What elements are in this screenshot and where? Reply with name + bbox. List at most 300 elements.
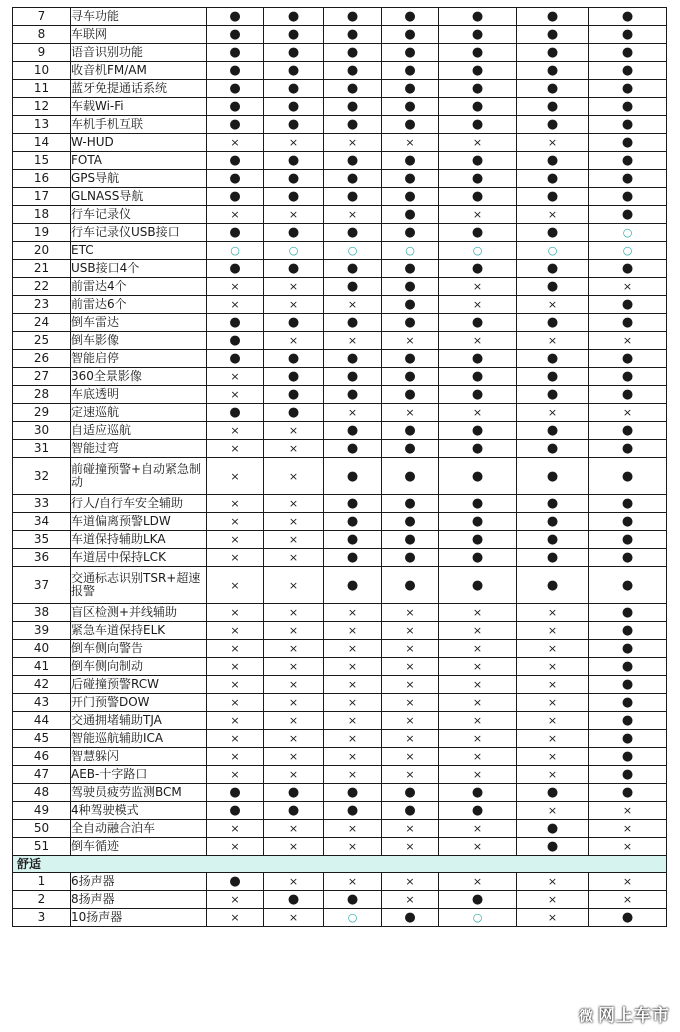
unavailable-mark: × (207, 134, 264, 152)
section-label: 舒适 (13, 856, 667, 873)
standard-mark: ● (589, 26, 667, 44)
standard-mark: ● (382, 531, 439, 549)
unavailable-mark: × (207, 838, 264, 856)
unavailable-mark: × (264, 658, 324, 676)
unavailable-mark: × (207, 694, 264, 712)
standard-mark: ● (324, 422, 382, 440)
table-row (13, 170, 667, 188)
standard-mark: ● (439, 368, 517, 386)
feature-name: ETC (71, 242, 207, 260)
standard-mark: ● (264, 116, 324, 134)
row-number: 50 (13, 820, 71, 838)
unavailable-mark: × (589, 820, 667, 838)
unavailable-mark: × (517, 694, 589, 712)
table-row (13, 422, 667, 440)
standard-mark: ● (517, 784, 589, 802)
optional-mark: ○ (589, 242, 667, 260)
unavailable-mark: × (324, 640, 382, 658)
unavailable-mark: × (324, 658, 382, 676)
unavailable-mark: × (439, 622, 517, 640)
row-number: 20 (13, 242, 71, 260)
unavailable-mark: × (207, 513, 264, 531)
row-number: 11 (13, 80, 71, 98)
table-row (13, 386, 667, 404)
standard-mark: ● (517, 224, 589, 242)
unavailable-mark: × (207, 278, 264, 296)
feature-name: 收音机FM/AM (71, 62, 207, 80)
standard-mark: ● (264, 891, 324, 909)
standard-mark: ● (439, 224, 517, 242)
standard-mark: ● (589, 712, 667, 730)
unavailable-mark: × (264, 513, 324, 531)
standard-mark: ● (264, 80, 324, 98)
standard-mark: ● (589, 8, 667, 26)
standard-mark: ● (589, 909, 667, 927)
standard-mark: ● (382, 8, 439, 26)
row-number: 25 (13, 332, 71, 350)
unavailable-mark: × (264, 531, 324, 549)
row-number: 44 (13, 712, 71, 730)
feature-name: 前碰撞预警+自动紧急制动 (71, 458, 207, 495)
unavailable-mark: × (207, 531, 264, 549)
table-row (13, 658, 667, 676)
unavailable-mark: × (324, 748, 382, 766)
standard-mark: ● (264, 802, 324, 820)
standard-mark: ● (382, 224, 439, 242)
standard-mark: ● (589, 531, 667, 549)
standard-mark: ● (439, 495, 517, 513)
table-row (13, 188, 667, 206)
unavailable-mark: × (517, 604, 589, 622)
watermark (579, 1001, 670, 1026)
standard-mark: ● (382, 368, 439, 386)
standard-mark: ● (589, 640, 667, 658)
standard-mark: ● (382, 98, 439, 116)
row-number: 35 (13, 531, 71, 549)
feature-name: 行车记录仪USB接口 (71, 224, 207, 242)
unavailable-mark: × (264, 820, 324, 838)
standard-mark: ● (382, 116, 439, 134)
standard-mark: ● (589, 116, 667, 134)
feature-name: 定速巡航 (71, 404, 207, 422)
unavailable-mark: × (382, 820, 439, 838)
standard-mark: ● (439, 152, 517, 170)
standard-mark: ● (207, 332, 264, 350)
standard-mark: ● (439, 26, 517, 44)
standard-mark: ● (382, 188, 439, 206)
standard-mark: ● (517, 440, 589, 458)
row-number: 39 (13, 622, 71, 640)
feature-name: 自适应巡航 (71, 422, 207, 440)
row-number: 1 (13, 873, 71, 891)
standard-mark: ● (439, 386, 517, 404)
table-row (13, 98, 667, 116)
row-number: 42 (13, 676, 71, 694)
unavailable-mark: × (382, 838, 439, 856)
standard-mark: ● (382, 26, 439, 44)
standard-mark: ● (382, 458, 439, 495)
unavailable-mark: × (264, 567, 324, 604)
standard-mark: ● (264, 368, 324, 386)
feature-name: 寻车功能 (71, 8, 207, 26)
standard-mark: ● (439, 350, 517, 368)
standard-mark: ● (589, 549, 667, 567)
standard-mark: ● (589, 44, 667, 62)
unavailable-mark: × (264, 676, 324, 694)
unavailable-mark: × (207, 296, 264, 314)
unavailable-mark: × (264, 694, 324, 712)
unavailable-mark: × (264, 838, 324, 856)
standard-mark: ● (264, 260, 324, 278)
unavailable-mark: × (264, 296, 324, 314)
standard-mark: ● (382, 152, 439, 170)
standard-mark: ● (207, 224, 264, 242)
unavailable-mark: × (207, 712, 264, 730)
standard-mark: ● (439, 8, 517, 26)
standard-mark: ● (589, 440, 667, 458)
row-number: 23 (13, 296, 71, 314)
standard-mark: ● (589, 766, 667, 784)
standard-mark: ● (382, 549, 439, 567)
table-row (13, 604, 667, 622)
row-number: 17 (13, 188, 71, 206)
unavailable-mark: × (207, 458, 264, 495)
standard-mark: ● (324, 567, 382, 604)
unavailable-mark: × (382, 640, 439, 658)
row-number: 16 (13, 170, 71, 188)
feature-name: 车道居中保持LCK (71, 549, 207, 567)
standard-mark: ● (517, 98, 589, 116)
row-number: 13 (13, 116, 71, 134)
table-row (13, 694, 667, 712)
standard-mark: ● (324, 170, 382, 188)
standard-mark: ● (439, 80, 517, 98)
table-row (13, 26, 667, 44)
row-number: 51 (13, 838, 71, 856)
standard-mark: ● (382, 495, 439, 513)
unavailable-mark: × (207, 440, 264, 458)
feature-name: 前雷达6个 (71, 296, 207, 314)
unavailable-mark: × (517, 766, 589, 784)
standard-mark: ● (439, 314, 517, 332)
optional-mark: ○ (589, 224, 667, 242)
unavailable-mark: × (382, 332, 439, 350)
standard-mark: ● (382, 278, 439, 296)
standard-mark: ● (382, 62, 439, 80)
standard-mark: ● (439, 567, 517, 604)
table-row (13, 314, 667, 332)
unavailable-mark: × (517, 873, 589, 891)
unavailable-mark: × (264, 712, 324, 730)
row-number: 49 (13, 802, 71, 820)
row-number: 12 (13, 98, 71, 116)
section-header (13, 856, 667, 873)
standard-mark: ● (324, 152, 382, 170)
unavailable-mark: × (324, 206, 382, 224)
standard-mark: ● (207, 26, 264, 44)
unavailable-mark: × (324, 766, 382, 784)
row-number: 45 (13, 730, 71, 748)
unavailable-mark: × (517, 891, 589, 909)
table-row (13, 44, 667, 62)
standard-mark: ● (589, 188, 667, 206)
standard-mark: ● (439, 549, 517, 567)
unavailable-mark: × (589, 404, 667, 422)
feature-name: 倒车影像 (71, 332, 207, 350)
unavailable-mark: × (517, 676, 589, 694)
table-row (13, 260, 667, 278)
unavailable-mark: × (264, 766, 324, 784)
standard-mark: ● (589, 676, 667, 694)
unavailable-mark: × (517, 640, 589, 658)
unavailable-mark: × (589, 891, 667, 909)
standard-mark: ● (439, 44, 517, 62)
standard-mark: ● (589, 314, 667, 332)
unavailable-mark: × (207, 422, 264, 440)
unavailable-mark: × (439, 658, 517, 676)
standard-mark: ● (439, 784, 517, 802)
unavailable-mark: × (517, 748, 589, 766)
feature-name: 车道偏离预警LDW (71, 513, 207, 531)
table-row (13, 748, 667, 766)
row-number: 24 (13, 314, 71, 332)
standard-mark: ● (207, 152, 264, 170)
standard-mark: ● (382, 513, 439, 531)
feature-name: 车底透明 (71, 386, 207, 404)
table-row (13, 116, 667, 134)
unavailable-mark: × (207, 549, 264, 567)
row-number: 2 (13, 891, 71, 909)
standard-mark: ● (382, 296, 439, 314)
unavailable-mark: × (517, 134, 589, 152)
unavailable-mark: × (207, 604, 264, 622)
standard-mark: ● (517, 80, 589, 98)
standard-mark: ● (589, 422, 667, 440)
unavailable-mark: × (382, 622, 439, 640)
optional-mark: ○ (517, 242, 589, 260)
standard-mark: ● (264, 8, 324, 26)
feature-name: 盲区检测+并线辅助 (71, 604, 207, 622)
table-row (13, 278, 667, 296)
unavailable-mark: × (324, 332, 382, 350)
unavailable-mark: × (439, 134, 517, 152)
standard-mark: ● (382, 567, 439, 604)
standard-mark: ● (264, 98, 324, 116)
standard-mark: ● (439, 891, 517, 909)
standard-mark: ● (324, 116, 382, 134)
standard-mark: ● (517, 838, 589, 856)
feature-name: 语音识别功能 (71, 44, 207, 62)
feature-name: 后碰撞预警RCW (71, 676, 207, 694)
feature-name: 车机手机互联 (71, 116, 207, 134)
standard-mark: ● (382, 44, 439, 62)
standard-mark: ● (324, 350, 382, 368)
unavailable-mark: × (439, 604, 517, 622)
standard-mark: ● (589, 80, 667, 98)
row-number: 38 (13, 604, 71, 622)
unavailable-mark: × (324, 622, 382, 640)
feature-name: 前雷达4个 (71, 278, 207, 296)
standard-mark: ● (207, 62, 264, 80)
unavailable-mark: × (589, 873, 667, 891)
row-number: 10 (13, 62, 71, 80)
feature-name: 开门预警DOW (71, 694, 207, 712)
row-number: 31 (13, 440, 71, 458)
unavailable-mark: × (264, 422, 324, 440)
standard-mark: ● (517, 26, 589, 44)
unavailable-mark: × (439, 640, 517, 658)
unavailable-mark: × (439, 838, 517, 856)
standard-mark: ● (264, 314, 324, 332)
standard-mark: ● (517, 495, 589, 513)
row-number: 29 (13, 404, 71, 422)
feature-name: 4种驾驶模式 (71, 802, 207, 820)
feature-name: 行人/自行车安全辅助 (71, 495, 207, 513)
unavailable-mark: × (207, 820, 264, 838)
row-number: 41 (13, 658, 71, 676)
unavailable-mark: × (439, 730, 517, 748)
table-row (13, 296, 667, 314)
standard-mark: ● (207, 404, 264, 422)
unavailable-mark: × (324, 873, 382, 891)
unavailable-mark: × (517, 296, 589, 314)
unavailable-mark: × (207, 640, 264, 658)
feature-name: USB接口4个 (71, 260, 207, 278)
standard-mark: ● (264, 224, 324, 242)
feature-name: GLNASS导航 (71, 188, 207, 206)
table-row (13, 531, 667, 549)
standard-mark: ● (324, 188, 382, 206)
standard-mark: ● (589, 62, 667, 80)
standard-mark: ● (589, 368, 667, 386)
standard-mark: ● (517, 513, 589, 531)
row-number: 15 (13, 152, 71, 170)
standard-mark: ● (517, 260, 589, 278)
row-number: 19 (13, 224, 71, 242)
unavailable-mark: × (264, 495, 324, 513)
feature-name: 交通拥堵辅助TJA (71, 712, 207, 730)
standard-mark: ● (207, 260, 264, 278)
row-number: 26 (13, 350, 71, 368)
unavailable-mark: × (207, 622, 264, 640)
row-number: 32 (13, 458, 71, 495)
standard-mark: ● (264, 784, 324, 802)
feature-name: FOTA (71, 152, 207, 170)
standard-mark: ● (439, 98, 517, 116)
standard-mark: ● (207, 350, 264, 368)
table-row (13, 766, 667, 784)
table-row (13, 784, 667, 802)
optional-mark: ○ (324, 909, 382, 927)
standard-mark: ● (324, 495, 382, 513)
standard-mark: ● (517, 278, 589, 296)
unavailable-mark: × (324, 604, 382, 622)
unavailable-mark: × (324, 730, 382, 748)
table-row (13, 712, 667, 730)
unavailable-mark: × (382, 676, 439, 694)
table-row (13, 350, 667, 368)
unavailable-mark: × (382, 891, 439, 909)
unavailable-mark: × (517, 909, 589, 927)
standard-mark: ● (207, 784, 264, 802)
row-number: 28 (13, 386, 71, 404)
standard-mark: ● (324, 314, 382, 332)
table-row (13, 820, 667, 838)
unavailable-mark: × (207, 909, 264, 927)
table-row (13, 152, 667, 170)
standard-mark: ● (264, 188, 324, 206)
standard-mark: ● (264, 44, 324, 62)
standard-mark: ● (517, 422, 589, 440)
table-row (13, 242, 667, 260)
spec-table (12, 7, 667, 927)
row-number: 36 (13, 549, 71, 567)
standard-mark: ● (207, 188, 264, 206)
unavailable-mark: × (439, 712, 517, 730)
standard-mark: ● (589, 206, 667, 224)
standard-mark: ● (207, 8, 264, 26)
unavailable-mark: × (264, 332, 324, 350)
row-number: 18 (13, 206, 71, 224)
standard-mark: ● (382, 206, 439, 224)
row-number: 40 (13, 640, 71, 658)
standard-mark: ● (589, 98, 667, 116)
comfort-section (13, 856, 667, 873)
row-number: 33 (13, 495, 71, 513)
standard-mark: ● (589, 458, 667, 495)
standard-mark: ● (264, 170, 324, 188)
standard-mark: ● (589, 170, 667, 188)
unavailable-mark: × (264, 748, 324, 766)
unavailable-mark: × (382, 730, 439, 748)
table-row (13, 224, 667, 242)
standard-mark: ● (324, 386, 382, 404)
unavailable-mark: × (439, 332, 517, 350)
standard-mark: ● (264, 62, 324, 80)
standard-mark: ● (589, 134, 667, 152)
feature-name: 车道保持辅助LKA (71, 531, 207, 549)
standard-mark: ● (264, 350, 324, 368)
feature-name: AEB-十字路口 (71, 766, 207, 784)
unavailable-mark: × (382, 658, 439, 676)
table-row (13, 206, 667, 224)
watermark-text: 网上车市 (598, 1006, 670, 1026)
row-number: 47 (13, 766, 71, 784)
unavailable-mark: × (517, 730, 589, 748)
table-row (13, 622, 667, 640)
table-row (13, 80, 667, 98)
unavailable-mark: × (207, 567, 264, 604)
standard-mark: ● (324, 368, 382, 386)
standard-mark: ● (382, 80, 439, 98)
feature-name: 8扬声器 (71, 891, 207, 909)
standard-mark: ● (439, 260, 517, 278)
table-row (13, 567, 667, 604)
unavailable-mark: × (324, 404, 382, 422)
feature-name: 车载Wi-Fi (71, 98, 207, 116)
unavailable-mark: × (589, 278, 667, 296)
standard-mark: ● (517, 820, 589, 838)
unavailable-mark: × (439, 766, 517, 784)
feature-name: 倒车侧向制动 (71, 658, 207, 676)
standard-mark: ● (324, 802, 382, 820)
feature-name: 紧急车道保持ELK (71, 622, 207, 640)
unavailable-mark: × (517, 802, 589, 820)
row-number: 27 (13, 368, 71, 386)
row-number: 21 (13, 260, 71, 278)
standard-mark: ● (517, 567, 589, 604)
standard-mark: ● (517, 386, 589, 404)
